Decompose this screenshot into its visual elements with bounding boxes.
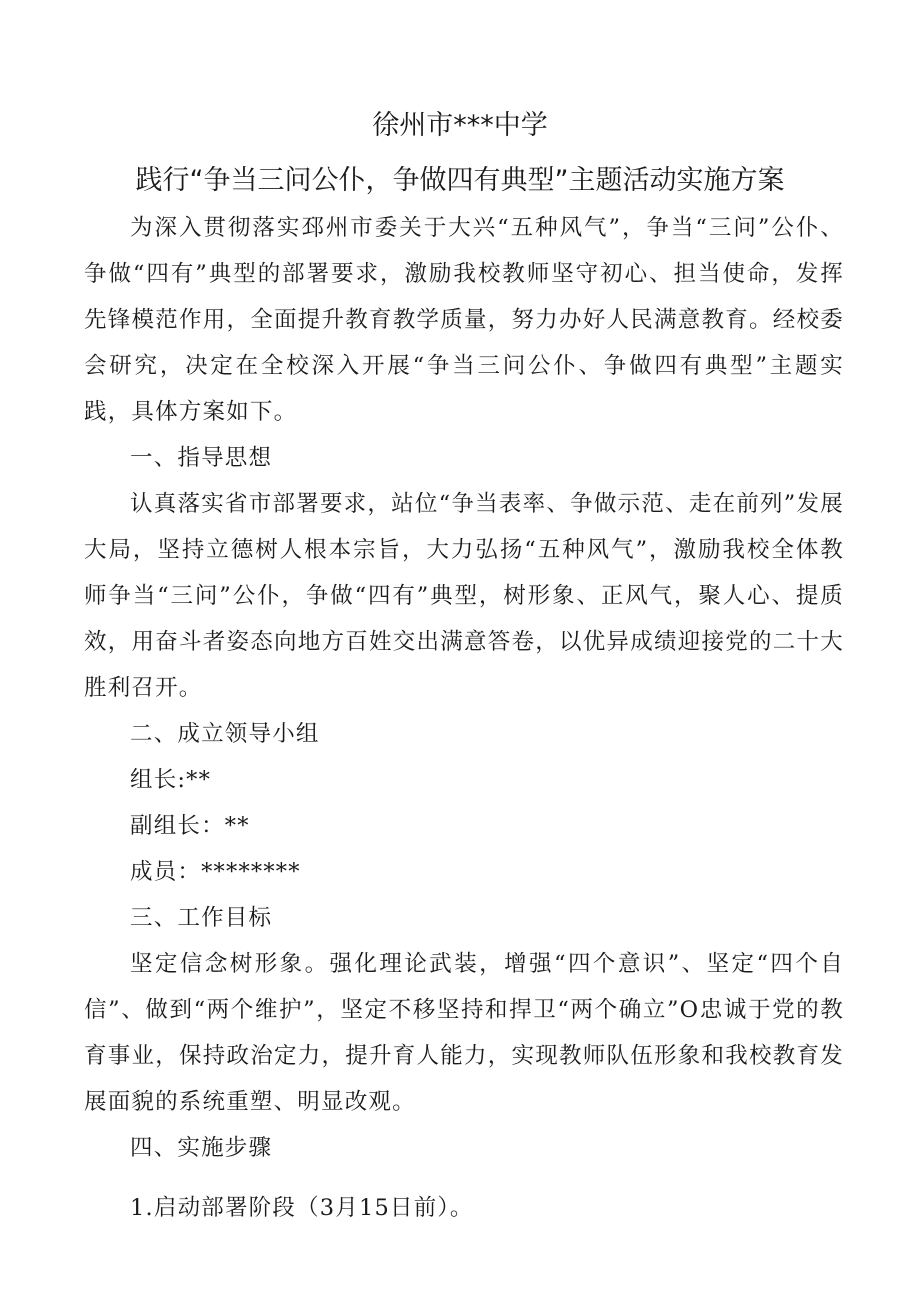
section-heading-guiding: 一、指导思想: [130, 445, 273, 471]
document-title-school: 徐州市***中学: [372, 110, 548, 141]
document-title-plan: 践行“争当三问公仆，争做四有典型”主题活动实施方案: [135, 165, 785, 196]
step-1: 1.启动部署阶段（3月15日前）。: [130, 1195, 474, 1221]
document-body: [84, 205, 844, 1231]
group-deputy-leader: 副组长：**: [130, 813, 250, 839]
group-members: 成员：********: [130, 859, 301, 885]
intro-paragraph: 为深入贯彻落实邳州市委关于大兴“五种风气”，争当“三问”公仆、争做“四有”典型的部署要求，激励我校教师坚守初心、担当使命，发挥先锋模范作用，全面提升教育教学质量，努力办好人民满意教育。经校委会研究，决定在全校深入开展“争当三问公仆、争做四有典型”主题实践，具体方案如下。: [84, 215, 844, 425]
section-heading-leadership: 二、成立领导小组: [130, 721, 320, 747]
section-heading-goals: 三、工作目标: [130, 905, 273, 931]
goals-paragraph: 坚定信念树形象。强化理论武装，增强“四个意识”、坚定“四个自信”、做到“两个维护”，坚定不移坚持和捍卫“两个确立”O忠诚于党的教育事业，保持政治定力，提升育人能力，实现教师队伍形象和我校教育发展面貌的系统重塑、明显改观。: [84, 951, 844, 1115]
section-heading-steps: 四、实施步骤: [130, 1135, 273, 1161]
group-leader: 组长:**: [130, 767, 212, 793]
guiding-paragraph: 认真落实省市部署要求，站位“争当表率、争做示范、走在前列”发展大局，坚持立德树人根本宗旨，大力弘扬“五种风气”，激励我校全体教师争当“三问”公仆，争做“四有”典型，树形象、正风气，聚人心、提质效，用奋斗者姿态向地方百姓交出满意答卷，以优异成绩迎接党的二十大胜利召开。: [84, 491, 844, 701]
